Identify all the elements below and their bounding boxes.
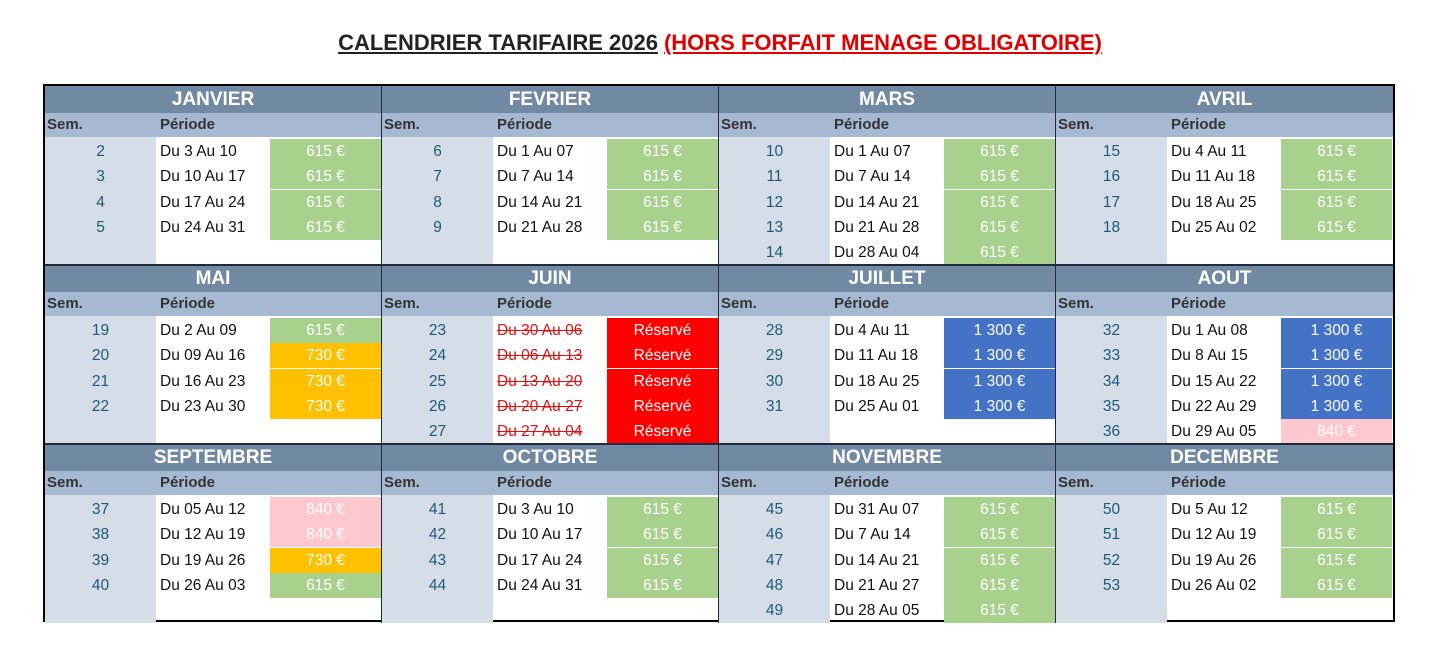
price-cell: 615 €: [944, 139, 1055, 164]
price-cell: 840 €: [1281, 419, 1392, 444]
period-text: Du 05 Au 12: [160, 501, 246, 518]
period-text: Du 30 Au 06: [497, 322, 583, 339]
month-block: [719, 86, 1056, 265]
column-header: [1056, 292, 1393, 316]
column-header: [719, 113, 1055, 137]
period-text: Du 23 Au 30: [160, 397, 246, 415]
month-name: JUIN: [382, 265, 718, 292]
month-block: [45, 265, 382, 444]
period-text: Du 4 Au 11: [1171, 143, 1247, 160]
week-row: [382, 190, 718, 215]
month-name: FEVRIER: [382, 86, 718, 113]
week-row: [45, 394, 381, 419]
period-text: Du 8 Au 15: [1171, 347, 1248, 365]
week-header: Sem.: [47, 295, 83, 312]
week-row: [382, 394, 718, 419]
price-cell: 730 €: [270, 548, 381, 573]
week-number: 52: [1102, 551, 1121, 569]
week-number: 2: [96, 143, 105, 160]
price-cell: 615 €: [944, 215, 1055, 240]
price-cell: 615 €: [607, 573, 718, 598]
price-cell: 615 €: [607, 139, 718, 164]
week-number: 18: [1102, 218, 1121, 236]
week-header: Sem.: [47, 116, 83, 133]
month-name: MARS: [719, 86, 1055, 113]
week-row: [1056, 215, 1392, 240]
column-header: [719, 292, 1055, 316]
price-cell: 615 €: [944, 598, 1055, 623]
week-row: [45, 343, 381, 368]
week-number: 47: [765, 551, 784, 569]
week-row: [719, 369, 1055, 394]
price-cell: 1 300 €: [944, 343, 1055, 368]
column-header: [1056, 113, 1393, 137]
month-name: JANVIER: [45, 86, 381, 113]
week-row: [382, 522, 718, 547]
week-header: Sem.: [384, 295, 420, 312]
price-cell: 615 €: [944, 190, 1055, 215]
period-text: Du 12 Au 19: [160, 526, 246, 544]
period-text: Du 14 Au 21: [834, 193, 920, 211]
period-text: Du 24 Au 31: [160, 218, 246, 236]
month-row: [45, 444, 1393, 623]
price-cell: 615 €: [270, 190, 381, 215]
week-number: 28: [765, 322, 784, 339]
week-row: [382, 548, 718, 573]
week-row: [1056, 139, 1392, 164]
period-text: Du 20 Au 27: [497, 397, 583, 415]
week-number: 39: [91, 551, 110, 569]
week-number: 33: [1102, 347, 1121, 365]
week-number: 25: [428, 372, 447, 390]
period-text: Du 12 Au 19: [1171, 526, 1257, 544]
week-number: 7: [433, 168, 442, 186]
period-text: Du 14 Au 21: [497, 193, 583, 211]
week-row: [719, 190, 1055, 215]
column-header: [1056, 471, 1393, 495]
week-row: [719, 394, 1055, 419]
week-number: 24: [428, 347, 447, 365]
period-header: Période: [497, 295, 553, 312]
reserved-badge: Réservé: [607, 419, 718, 444]
period-text: Du 11 Au 18: [1171, 168, 1256, 186]
period-text: Du 1 Au 08: [1171, 322, 1248, 339]
period-text: Du 2 Au 09: [160, 322, 237, 339]
week-header: Sem.: [1058, 474, 1094, 491]
week-header: Sem.: [1058, 295, 1094, 312]
column-header: [45, 113, 381, 137]
week-number: 12: [765, 193, 784, 211]
period-text: Du 14 Au 21: [834, 551, 920, 569]
price-cell: 615 €: [1281, 497, 1392, 522]
week-row: [1056, 318, 1392, 343]
month-block: [1056, 265, 1393, 444]
period-text: Du 25 Au 02: [1171, 218, 1257, 236]
week-number: 6: [433, 143, 442, 160]
period-text: Du 21 Au 28: [497, 218, 583, 236]
row-divider: [45, 264, 1393, 266]
month-block: [382, 86, 719, 265]
price-cell: 615 €: [1281, 215, 1392, 240]
period-text: Du 28 Au 05: [834, 602, 920, 620]
month-name: SEPTEMBRE: [45, 444, 381, 471]
week-row: [382, 215, 718, 240]
price-cell: 1 300 €: [1281, 369, 1392, 394]
week-row: [382, 318, 718, 343]
month-row: [45, 265, 1393, 444]
week-row: [1056, 164, 1392, 189]
month-name: DECEMBRE: [1056, 444, 1393, 471]
page-title: [0, 30, 1440, 56]
week-row: [45, 190, 381, 215]
week-row: [45, 215, 381, 240]
column-header: [45, 292, 381, 316]
week-row: [382, 497, 718, 522]
week-header: Sem.: [47, 474, 83, 491]
month-name: NOVEMBRE: [719, 444, 1055, 471]
price-cell: 615 €: [607, 548, 718, 573]
period-text: Du 7 Au 14: [834, 168, 911, 186]
price-cell: 615 €: [270, 164, 381, 189]
week-row: [382, 139, 718, 164]
week-number: 27: [428, 423, 447, 441]
title-note: (HORS FORFAIT MENAGE OBLIGATOIRE): [663, 30, 1102, 55]
month-name: MAI: [45, 265, 381, 292]
reserved-badge: Réservé: [607, 369, 718, 394]
period-text: Du 27 Au 04: [497, 423, 583, 441]
week-header: Sem.: [721, 116, 757, 133]
week-number: 37: [91, 501, 110, 518]
period-text: Du 28 Au 04: [834, 244, 920, 262]
price-cell: 615 €: [1281, 573, 1392, 598]
calendar-table: [43, 84, 1395, 622]
price-cell: 615 €: [607, 497, 718, 522]
week-number: 51: [1102, 526, 1121, 544]
column-header: [45, 471, 381, 495]
week-row: [719, 573, 1055, 598]
period-text: Du 19 Au 26: [1171, 551, 1257, 569]
week-row: [45, 573, 381, 598]
period-text: Du 10 Au 17: [497, 526, 583, 544]
period-header: Période: [160, 474, 216, 491]
week-number: 36: [1102, 423, 1121, 441]
week-number: 5: [96, 218, 105, 236]
week-number: 45: [765, 501, 784, 518]
price-cell: 1 300 €: [1281, 394, 1392, 419]
price-cell: 615 €: [270, 573, 381, 598]
week-number: 3: [96, 168, 105, 186]
week-row: [382, 419, 718, 444]
week-number: 22: [91, 397, 110, 415]
price-cell: 1 300 €: [1281, 343, 1392, 368]
week-number: 15: [1102, 143, 1121, 160]
week-row: [1056, 394, 1392, 419]
period-text: Du 29 Au 05: [1171, 423, 1257, 441]
week-row: [1056, 497, 1392, 522]
week-row: [719, 240, 1055, 265]
period-text: Du 11 Au 18: [834, 347, 919, 365]
week-header: Sem.: [721, 474, 757, 491]
column-header: [382, 292, 718, 316]
period-text: Du 7 Au 14: [834, 526, 911, 544]
week-number: 14: [765, 244, 784, 262]
week-number: 38: [91, 526, 110, 544]
week-row: [719, 497, 1055, 522]
price-cell: 1 300 €: [944, 318, 1055, 343]
price-cell: 615 €: [944, 240, 1055, 265]
week-number: 17: [1102, 193, 1121, 211]
week-number: 21: [91, 372, 110, 390]
month-name: AVRIL: [1056, 86, 1393, 113]
period-text: Du 4 Au 11: [834, 322, 910, 339]
column-header: [382, 471, 718, 495]
period-header: Période: [497, 474, 553, 491]
title-main: CALENDRIER TARIFAIRE 2026: [338, 30, 658, 55]
week-number: 53: [1102, 576, 1121, 594]
week-number: 41: [428, 501, 447, 518]
reserved-badge: Réservé: [607, 343, 718, 368]
period-text: Du 31 Au 07: [834, 501, 920, 518]
month-block: [45, 86, 382, 265]
week-row: [45, 522, 381, 547]
month-block: [719, 265, 1056, 444]
week-header: Sem.: [721, 295, 757, 312]
week-number: 50: [1102, 501, 1121, 518]
week-number: 11: [766, 168, 783, 186]
month-block: [1056, 86, 1393, 265]
period-header: Période: [160, 295, 216, 312]
price-cell: 1 300 €: [1281, 318, 1392, 343]
price-cell: 615 €: [607, 190, 718, 215]
price-cell: 1 300 €: [944, 369, 1055, 394]
period-text: Du 22 Au 29: [1171, 397, 1257, 415]
period-text: Du 21 Au 28: [834, 218, 920, 236]
price-cell: 615 €: [607, 522, 718, 547]
price-cell: 730 €: [270, 394, 381, 419]
week-number: 34: [1102, 372, 1121, 390]
week-number: 43: [428, 551, 447, 569]
month-name: AOUT: [1056, 265, 1393, 292]
week-row: [1056, 369, 1392, 394]
week-number: 29: [765, 347, 784, 365]
week-row: [719, 343, 1055, 368]
week-number: 40: [91, 576, 110, 594]
week-number: 20: [91, 347, 110, 365]
week-number: 44: [428, 576, 447, 594]
week-header: Sem.: [384, 474, 420, 491]
period-text: Du 13 Au 20: [497, 372, 583, 390]
week-row: [45, 164, 381, 189]
period-text: Du 5 Au 12: [1171, 501, 1248, 518]
period-text: Du 06 Au 13: [497, 347, 583, 365]
reserved-badge: Réservé: [607, 394, 718, 419]
week-number: 31: [765, 397, 784, 415]
period-text: Du 1 Au 07: [834, 143, 911, 160]
period-text: Du 3 Au 10: [160, 143, 237, 160]
month-block: [1056, 444, 1393, 623]
week-row: [719, 318, 1055, 343]
month-block: [45, 444, 382, 623]
period-text: Du 21 Au 27: [834, 576, 920, 594]
week-number: 30: [765, 372, 784, 390]
price-cell: 615 €: [1281, 139, 1392, 164]
period-text: Du 18 Au 25: [834, 372, 920, 390]
period-text: Du 09 Au 16: [160, 347, 246, 365]
period-text: Du 18 Au 25: [1171, 193, 1257, 211]
period-text: Du 24 Au 31: [497, 576, 583, 594]
week-number: 10: [765, 143, 784, 160]
price-cell: 615 €: [607, 215, 718, 240]
week-header: Sem.: [1058, 116, 1094, 133]
period-text: Du 26 Au 02: [1171, 576, 1257, 594]
week-number: 48: [765, 576, 784, 594]
week-number: 26: [428, 397, 447, 415]
week-number: 35: [1102, 397, 1121, 415]
week-number: 8: [433, 193, 442, 211]
price-cell: 840 €: [270, 522, 381, 547]
price-cell: 615 €: [270, 318, 381, 343]
period-header: Période: [1171, 474, 1227, 491]
period-header: Période: [834, 116, 890, 133]
price-cell: 615 €: [270, 139, 381, 164]
price-cell: 1 300 €: [944, 394, 1055, 419]
column-header: [719, 471, 1055, 495]
column-header: [382, 113, 718, 137]
week-row: [719, 164, 1055, 189]
week-number: 49: [765, 602, 784, 620]
week-number: 4: [96, 193, 105, 211]
week-number: 23: [428, 322, 447, 339]
month-row: [45, 86, 1393, 265]
week-number: 42: [428, 526, 447, 544]
period-header: Période: [1171, 116, 1227, 133]
week-row: [45, 497, 381, 522]
period-text: Du 1 Au 07: [497, 143, 574, 160]
period-text: Du 17 Au 24: [497, 551, 583, 569]
week-row: [719, 598, 1055, 623]
price-cell: 615 €: [1281, 548, 1392, 573]
period-text: Du 15 Au 22: [1171, 372, 1257, 390]
period-header: Période: [1171, 295, 1227, 312]
period-header: Période: [160, 116, 216, 133]
price-cell: 615 €: [1281, 190, 1392, 215]
week-row: [719, 522, 1055, 547]
week-number: 9: [433, 218, 442, 236]
week-row: [382, 164, 718, 189]
week-row: [1056, 190, 1392, 215]
week-row: [719, 139, 1055, 164]
period-header: Période: [834, 474, 890, 491]
price-cell: 615 €: [944, 522, 1055, 547]
price-cell: 615 €: [270, 215, 381, 240]
week-row: [1056, 419, 1392, 444]
week-row: [1056, 548, 1392, 573]
period-header: Période: [834, 295, 890, 312]
week-header: Sem.: [384, 116, 420, 133]
price-cell: 615 €: [1281, 164, 1392, 189]
price-cell: 730 €: [270, 343, 381, 368]
month-block: [382, 444, 719, 623]
week-number: 19: [91, 322, 110, 339]
week-number: 32: [1102, 322, 1121, 339]
period-text: Du 3 Au 10: [497, 501, 574, 518]
week-number: 16: [1102, 168, 1121, 186]
week-row: [382, 573, 718, 598]
week-row: [1056, 573, 1392, 598]
week-row: [45, 318, 381, 343]
period-text: Du 17 Au 24: [160, 193, 246, 211]
price-cell: 615 €: [1281, 522, 1392, 547]
price-cell: 615 €: [607, 164, 718, 189]
week-row: [719, 215, 1055, 240]
week-number: 13: [765, 218, 784, 236]
week-row: [45, 548, 381, 573]
price-cell: 840 €: [270, 497, 381, 522]
week-row: [45, 139, 381, 164]
price-cell: 615 €: [944, 497, 1055, 522]
price-cell: 615 €: [944, 548, 1055, 573]
reserved-badge: Réservé: [607, 318, 718, 343]
period-text: Du 25 Au 01: [834, 397, 920, 415]
week-row: [382, 343, 718, 368]
month-block: [382, 265, 719, 444]
period-text: Du 19 Au 26: [160, 551, 246, 569]
week-row: [719, 548, 1055, 573]
period-text: Du 26 Au 03: [160, 576, 246, 594]
week-row: [382, 369, 718, 394]
period-text: Du 10 Au 17: [160, 168, 246, 186]
week-row: [1056, 343, 1392, 368]
period-text: Du 16 Au 23: [160, 372, 246, 390]
price-cell: 730 €: [270, 369, 381, 394]
row-divider: [45, 443, 1393, 445]
month-name: JUILLET: [719, 265, 1055, 292]
week-row: [45, 369, 381, 394]
price-cell: 615 €: [944, 573, 1055, 598]
period-text: Du 7 Au 14: [497, 168, 574, 186]
week-number: 46: [765, 526, 784, 544]
period-header: Période: [497, 116, 553, 133]
month-name: OCTOBRE: [382, 444, 718, 471]
week-row: [1056, 522, 1392, 547]
price-cell: 615 €: [944, 164, 1055, 189]
month-block: [719, 444, 1056, 623]
